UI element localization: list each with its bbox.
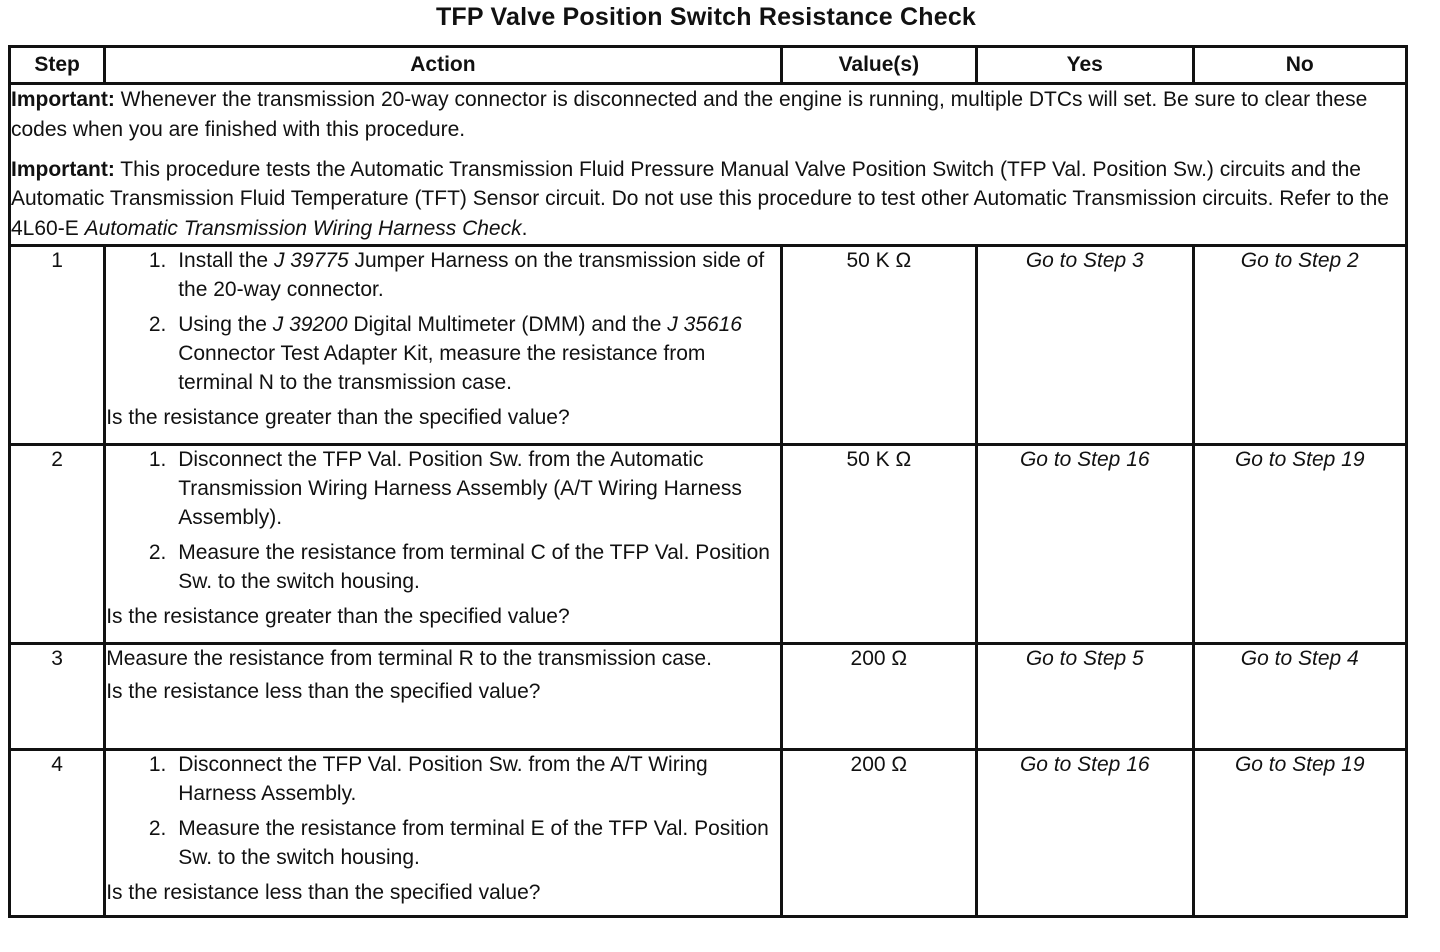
step-value: 50 K Ω (781, 246, 976, 445)
tool-number: J 39775 (273, 249, 349, 273)
tool-number: J 35616 (667, 313, 742, 336)
substep-text: Jumper Harness on the transmission side of the 20-way connector. (178, 249, 765, 302)
step-value: 200 Ω (781, 644, 976, 750)
substep: 2. Measure the resistance from terminal C of the TFP Val. Position Sw. to the switch housing. (172, 539, 779, 597)
substep: 2. Measure the resistance from terminal E of the TFP Val. Position Sw. to the switch housing. (172, 815, 779, 873)
step-row (10, 246, 1407, 445)
important-label: Important: (11, 88, 115, 111)
important-note-text-end: . (521, 217, 528, 241)
important-note-text: Whenever the transmission 20-way connector is disconnected and the engine is running, multiple DTCs will set. Be sure to clear these codes when you are finished with this procedure. (11, 88, 1368, 141)
no-goto: Go to Step 19 (1193, 750, 1407, 917)
important-note-2 (11, 155, 1405, 244)
important-label: Important: (11, 157, 115, 181)
table-header-row (10, 47, 1407, 84)
step-number: 4 (10, 750, 105, 917)
step-number: 2 (10, 445, 105, 644)
step-action (105, 750, 781, 917)
substep-list (106, 446, 779, 597)
step-instruction: Measure the resistance from terminal R to the transmission case. (106, 647, 712, 671)
substep-text: Install the (178, 249, 274, 273)
page-title: TFP Valve Position Switch Resistance Check (435, 3, 977, 31)
yes-goto: Go to Step 16 (977, 750, 1193, 917)
substep-list (106, 751, 779, 873)
substep: 1. Disconnect the TFP Val. Position Sw. from the A/T Wiring Harness Assembly. (172, 751, 779, 809)
substep: 1. Disconnect the TFP Val. Position Sw. from the Automatic Transmission Wiring Harness Assembly (A/T Wiring Harness Assembly). (172, 446, 779, 533)
step-question: Is the resistance greater than the specified value? (106, 405, 570, 429)
important-note-1 (11, 85, 1405, 145)
step-question: Is the resistance greater than the specified value? (106, 604, 570, 628)
header-action: Action (105, 47, 781, 84)
step-number: 3 (10, 644, 105, 750)
yes-goto: Go to Step 3 (977, 246, 1193, 445)
step-action (105, 644, 781, 750)
procedure-table (8, 45, 1408, 918)
step-number: 1 (10, 246, 105, 445)
step-question: Is the resistance less than the specified value? (106, 880, 541, 904)
important-notes-row (10, 84, 1407, 246)
substep-text: Connector Test Adapter Kit, measure the resistance from terminal N to the transmission case. (178, 341, 706, 394)
wiring-harness-check-reference: Automatic Transmission Wiring Harness Check (84, 217, 522, 241)
header-yes: Yes (977, 47, 1193, 84)
no-goto: Go to Step 2 (1193, 246, 1407, 445)
step-action (105, 445, 781, 644)
substep-list (106, 247, 779, 398)
substep (172, 247, 779, 305)
yes-goto: Go to Step 16 (977, 445, 1193, 644)
header-values: Value(s) (781, 47, 976, 84)
step-row (10, 750, 1407, 917)
header-step: Step (10, 47, 105, 84)
no-goto: Go to Step 19 (1193, 445, 1407, 644)
yes-goto: Go to Step 5 (977, 644, 1193, 750)
substep-text: Digital Multimeter (DMM) and the (347, 313, 668, 336)
important-note-text: This procedure tests the Automatic Transmission Fluid Pressure Manual Valve Position Switch (TFP Val. Position Sw.) circuits and the Automatic Transmission Fluid Temperature (TFT) Sensor circuit. Do not use this procedure to test other Automatic Transmission circuits. Refer to the 4L60-E (11, 157, 1389, 241)
step-value: 200 Ω (781, 750, 976, 917)
step-value: 50 K Ω (781, 445, 976, 644)
tool-number: J 39200 (272, 313, 348, 336)
step-action (105, 246, 781, 445)
header-no: No (1193, 47, 1407, 84)
step-row (10, 445, 1407, 644)
step-question: Is the resistance less than the specified value? (106, 680, 541, 704)
important-notes (10, 84, 1407, 246)
no-goto: Go to Step 4 (1193, 644, 1407, 750)
substep-text: Using the (178, 313, 273, 336)
step-row (10, 644, 1407, 750)
substep (172, 311, 779, 398)
